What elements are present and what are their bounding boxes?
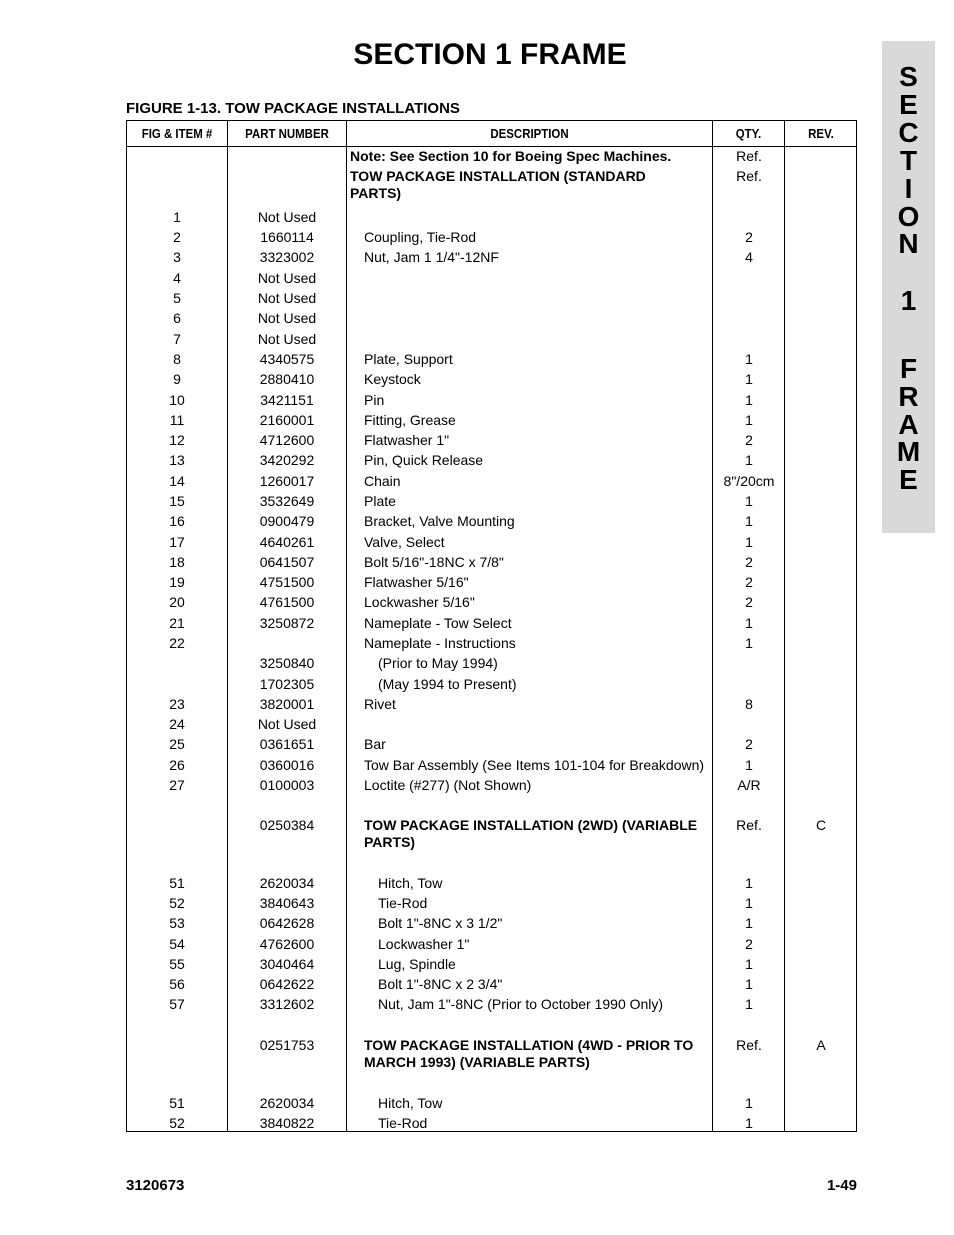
qty-cell: 1 — [745, 875, 753, 891]
qty-cell: 1 — [745, 635, 753, 651]
description-cell: Tie-Rod — [378, 1115, 428, 1131]
header-qty: QTY. — [735, 126, 762, 141]
side-tab-letter: T — [899, 145, 918, 176]
fig-item-cell: 53 — [169, 915, 185, 931]
part-number-cell: Not Used — [257, 331, 317, 347]
description-cell: Tie-Rod — [378, 895, 428, 911]
side-tab-letter: N — [898, 228, 919, 259]
part-number-cell: 1702305 — [259, 676, 315, 692]
part-number-cell: 0642622 — [259, 976, 315, 992]
fig-item-cell: 5 — [173, 290, 181, 306]
qty-cell: 1 — [745, 976, 753, 992]
section-title: SECTION 1 FRAME — [353, 38, 627, 71]
fig-item-cell: 16 — [169, 513, 185, 529]
fig-item-cell: 3 — [173, 249, 181, 265]
part-number-cell: Not Used — [257, 209, 317, 225]
qty-cell: 1 — [745, 371, 753, 387]
description-cell: Lockwasher 5/16" — [364, 594, 475, 610]
header-description: DESCRIPTION — [490, 126, 569, 141]
qty-cell: 1 — [745, 996, 753, 1012]
part-number-cell: 3250872 — [259, 615, 315, 631]
description-cell: TOW PACKAGE INSTALLATION (STANDARD PARTS) — [350, 168, 646, 201]
qty-cell: 2 — [745, 229, 753, 245]
qty-cell: 2 — [745, 574, 753, 590]
description-cell: Hitch, Tow — [378, 875, 443, 891]
part-number-cell: 3421151 — [260, 392, 314, 408]
qty-cell: A/R — [737, 777, 761, 793]
side-tab-letter: M — [896, 436, 921, 467]
part-number-cell: 3040464 — [259, 956, 315, 972]
part-number-cell: 2620034 — [259, 875, 315, 891]
part-number-cell: 2620034 — [259, 1095, 315, 1111]
fig-item-cell: 27 — [169, 777, 185, 793]
description-cell: (May 1994 to Present) — [378, 676, 517, 692]
fig-item-cell: 2 — [173, 229, 181, 245]
header-rev: REV. — [808, 126, 834, 141]
description-cell: Nut, Jam 1 1/4"-12NF — [364, 249, 499, 265]
fig-item-cell: 21 — [169, 615, 185, 631]
qty-cell: 1 — [745, 895, 753, 911]
qty-cell: Ref. — [736, 168, 762, 184]
qty-cell: 1 — [745, 615, 753, 631]
part-number-cell: 0251753 — [259, 1037, 315, 1053]
qty-cell: 8 — [745, 696, 753, 712]
fig-item-cell: 17 — [169, 534, 185, 550]
side-section-tab — [882, 41, 935, 533]
qty-cell: 2 — [745, 554, 753, 570]
qty-cell: 1 — [745, 757, 753, 773]
description-cell: Bolt 1"-8NC x 3 1/2" — [378, 915, 503, 931]
description-cell: Lockwasher 1" — [378, 936, 470, 952]
description-cell: Hitch, Tow — [378, 1095, 443, 1111]
header-fig-item: FIG & ITEM # — [141, 126, 213, 141]
fig-item-cell: 51 — [169, 875, 185, 891]
qty-cell: 1 — [745, 493, 753, 509]
description-cell: Bolt 5/16"-18NC x 7/8" — [364, 554, 504, 570]
part-number-cell: 3312602 — [259, 996, 315, 1012]
fig-item-cell: 9 — [173, 371, 181, 387]
side-tab-letter: O — [897, 201, 920, 232]
part-number-cell: 3250840 — [259, 655, 315, 671]
part-number-cell: 4751500 — [259, 574, 315, 590]
qty-cell: 1 — [745, 1095, 753, 1111]
part-number-cell: 0642628 — [259, 915, 315, 931]
description-cell: Rivet — [364, 696, 396, 712]
header-part-number: PART NUMBER — [245, 126, 329, 141]
description-cell: Loctite (#277) (Not Shown) — [364, 777, 532, 793]
fig-item-cell: 52 — [169, 895, 185, 911]
document-number: 3120673 — [126, 1177, 185, 1194]
side-tab-letter: A — [898, 409, 919, 440]
side-tab-letter: C — [898, 117, 919, 148]
description-cell: Tow Bar Assembly (See Items 101-104 for Breakdown) — [364, 757, 705, 773]
qty-cell: 1 — [745, 392, 753, 408]
description-cell: Pin — [364, 392, 385, 408]
part-number-cell: 3840643 — [259, 895, 315, 911]
side-tab-letter: I — [904, 173, 913, 204]
description-cell: Bolt 1"-8NC x 2 3/4" — [378, 976, 503, 992]
fig-item-cell: 8 — [173, 351, 181, 367]
part-number-cell: 3840822 — [259, 1115, 315, 1131]
qty-cell: 2 — [745, 736, 753, 752]
part-number-cell: 0900479 — [259, 513, 315, 529]
description-cell: Lug, Spindle — [378, 956, 456, 972]
fig-item-cell: 26 — [169, 757, 185, 773]
part-number-cell: 3820001 — [259, 696, 315, 712]
rev-cell: A — [816, 1037, 826, 1053]
side-tab-letter: F — [899, 353, 918, 384]
fig-item-cell: 19 — [169, 574, 185, 590]
column-divider — [346, 121, 347, 1131]
description-cell: Note: See Section 10 for Boeing Spec Machines. — [350, 148, 672, 164]
fig-item-cell: 14 — [169, 473, 185, 489]
part-number-cell: 2880410 — [259, 371, 315, 387]
figure-title: FIGURE 1-13. TOW PACKAGE INSTALLATIONS — [126, 100, 460, 117]
part-number-cell: 0360016 — [259, 757, 315, 773]
qty-cell: 1 — [745, 1115, 753, 1131]
description-cell: Pin, Quick Release — [364, 452, 484, 468]
parts-table — [126, 120, 857, 1132]
part-number-cell: 0641507 — [259, 554, 315, 570]
qty-cell: Ref. — [736, 1037, 762, 1053]
part-number-cell: 2160001 — [259, 412, 315, 428]
qty-cell: 8"/20cm — [723, 473, 775, 489]
fig-item-cell: 23 — [169, 696, 185, 712]
qty-cell: 1 — [745, 956, 753, 972]
part-number-cell: 4761500 — [259, 594, 315, 610]
side-tab-letter: E — [899, 464, 918, 495]
fig-item-cell: 18 — [169, 554, 185, 570]
part-number-cell: 0361651 — [259, 736, 315, 752]
fig-item-cell: 25 — [169, 736, 185, 752]
qty-cell: Ref. — [736, 148, 762, 164]
fig-item-cell: 20 — [169, 594, 185, 610]
description-cell: Nameplate - Instructions — [364, 635, 516, 651]
fig-item-cell: 7 — [173, 331, 181, 347]
fig-item-cell: 10 — [169, 392, 185, 408]
qty-cell: 2 — [745, 594, 753, 610]
description-cell: (Prior to May 1994) — [378, 655, 498, 671]
part-number-cell: 0100003 — [259, 777, 315, 793]
part-number-cell: Not Used — [257, 270, 317, 286]
qty-cell: 4 — [745, 249, 753, 265]
fig-item-cell: 57 — [169, 996, 185, 1012]
description-cell: TOW PACKAGE INSTALLATION (2WD) (VARIABLE PARTS) — [364, 817, 698, 850]
description-cell: Plate — [364, 493, 396, 509]
rev-cell: C — [815, 817, 827, 833]
side-tab-letter: R — [898, 381, 919, 412]
description-cell: Keystock — [364, 371, 421, 387]
description-cell: Flatwasher 1" — [364, 432, 450, 448]
qty-cell: 1 — [745, 452, 753, 468]
page-number: 1-49 — [826, 1177, 857, 1194]
qty-cell: 1 — [745, 915, 753, 931]
qty-cell: 1 — [745, 351, 753, 367]
description-cell: Flatwasher 5/16" — [364, 574, 469, 590]
description-cell: Valve, Select — [364, 534, 445, 550]
fig-item-cell: 15 — [169, 493, 185, 509]
fig-item-cell: 24 — [169, 716, 185, 732]
description-cell: Chain — [364, 473, 401, 489]
part-number-cell: 4762600 — [259, 936, 315, 952]
description-cell: Bracket, Valve Mounting — [364, 513, 515, 529]
description-cell: Plate, Support — [364, 351, 453, 367]
description-cell: Bar — [364, 736, 386, 752]
fig-item-cell: 55 — [169, 956, 185, 972]
fig-item-cell: 56 — [169, 976, 185, 992]
description-cell: Nameplate - Tow Select — [364, 615, 512, 631]
part-number-cell: 4340575 — [259, 351, 315, 367]
fig-item-cell: 11 — [169, 412, 185, 428]
fig-item-cell: 6 — [173, 310, 181, 326]
qty-cell: 1 — [745, 513, 753, 529]
qty-cell: 1 — [745, 412, 753, 428]
fig-item-cell: 12 — [169, 432, 185, 448]
part-number-cell: 0250384 — [259, 817, 315, 833]
part-number-cell: 4712600 — [259, 432, 315, 448]
side-tab-letter: 1 — [900, 285, 917, 316]
part-number-cell: 3323002 — [259, 249, 315, 265]
fig-item-cell: 13 — [169, 452, 185, 468]
part-number-cell: 4640261 — [259, 534, 315, 550]
description-cell: TOW PACKAGE INSTALLATION (4WD - PRIOR TO MARCH 1993) (VARIABLE PARTS) — [364, 1037, 694, 1070]
side-tab-letter: S — [899, 61, 918, 92]
qty-cell: Ref. — [736, 817, 762, 833]
qty-cell: 1 — [745, 534, 753, 550]
part-number-cell: Not Used — [257, 310, 317, 326]
description-cell: Coupling, Tie-Rod — [364, 229, 477, 245]
fig-item-cell: 52 — [169, 1115, 185, 1131]
description-cell: Fitting, Grease — [364, 412, 456, 428]
part-number-cell: 3532649 — [259, 493, 315, 509]
part-number-cell: 3420292 — [259, 452, 315, 468]
fig-item-cell: 4 — [173, 270, 181, 286]
side-tab-letter: E — [899, 89, 918, 120]
fig-item-cell: 54 — [169, 936, 185, 952]
fig-item-cell: 22 — [169, 635, 185, 651]
part-number-cell: Not Used — [257, 716, 317, 732]
fig-item-cell: 51 — [169, 1095, 185, 1111]
part-number-cell: Not Used — [257, 290, 317, 306]
qty-cell: 2 — [745, 936, 753, 952]
part-number-cell: 1260017 — [259, 473, 315, 489]
header-divider — [127, 146, 856, 147]
description-cell: Nut, Jam 1"-8NC (Prior to October 1990 Only) — [378, 996, 664, 1012]
fig-item-cell: 1 — [173, 209, 181, 225]
part-number-cell: 1660114 — [260, 229, 314, 245]
qty-cell: 2 — [745, 432, 753, 448]
